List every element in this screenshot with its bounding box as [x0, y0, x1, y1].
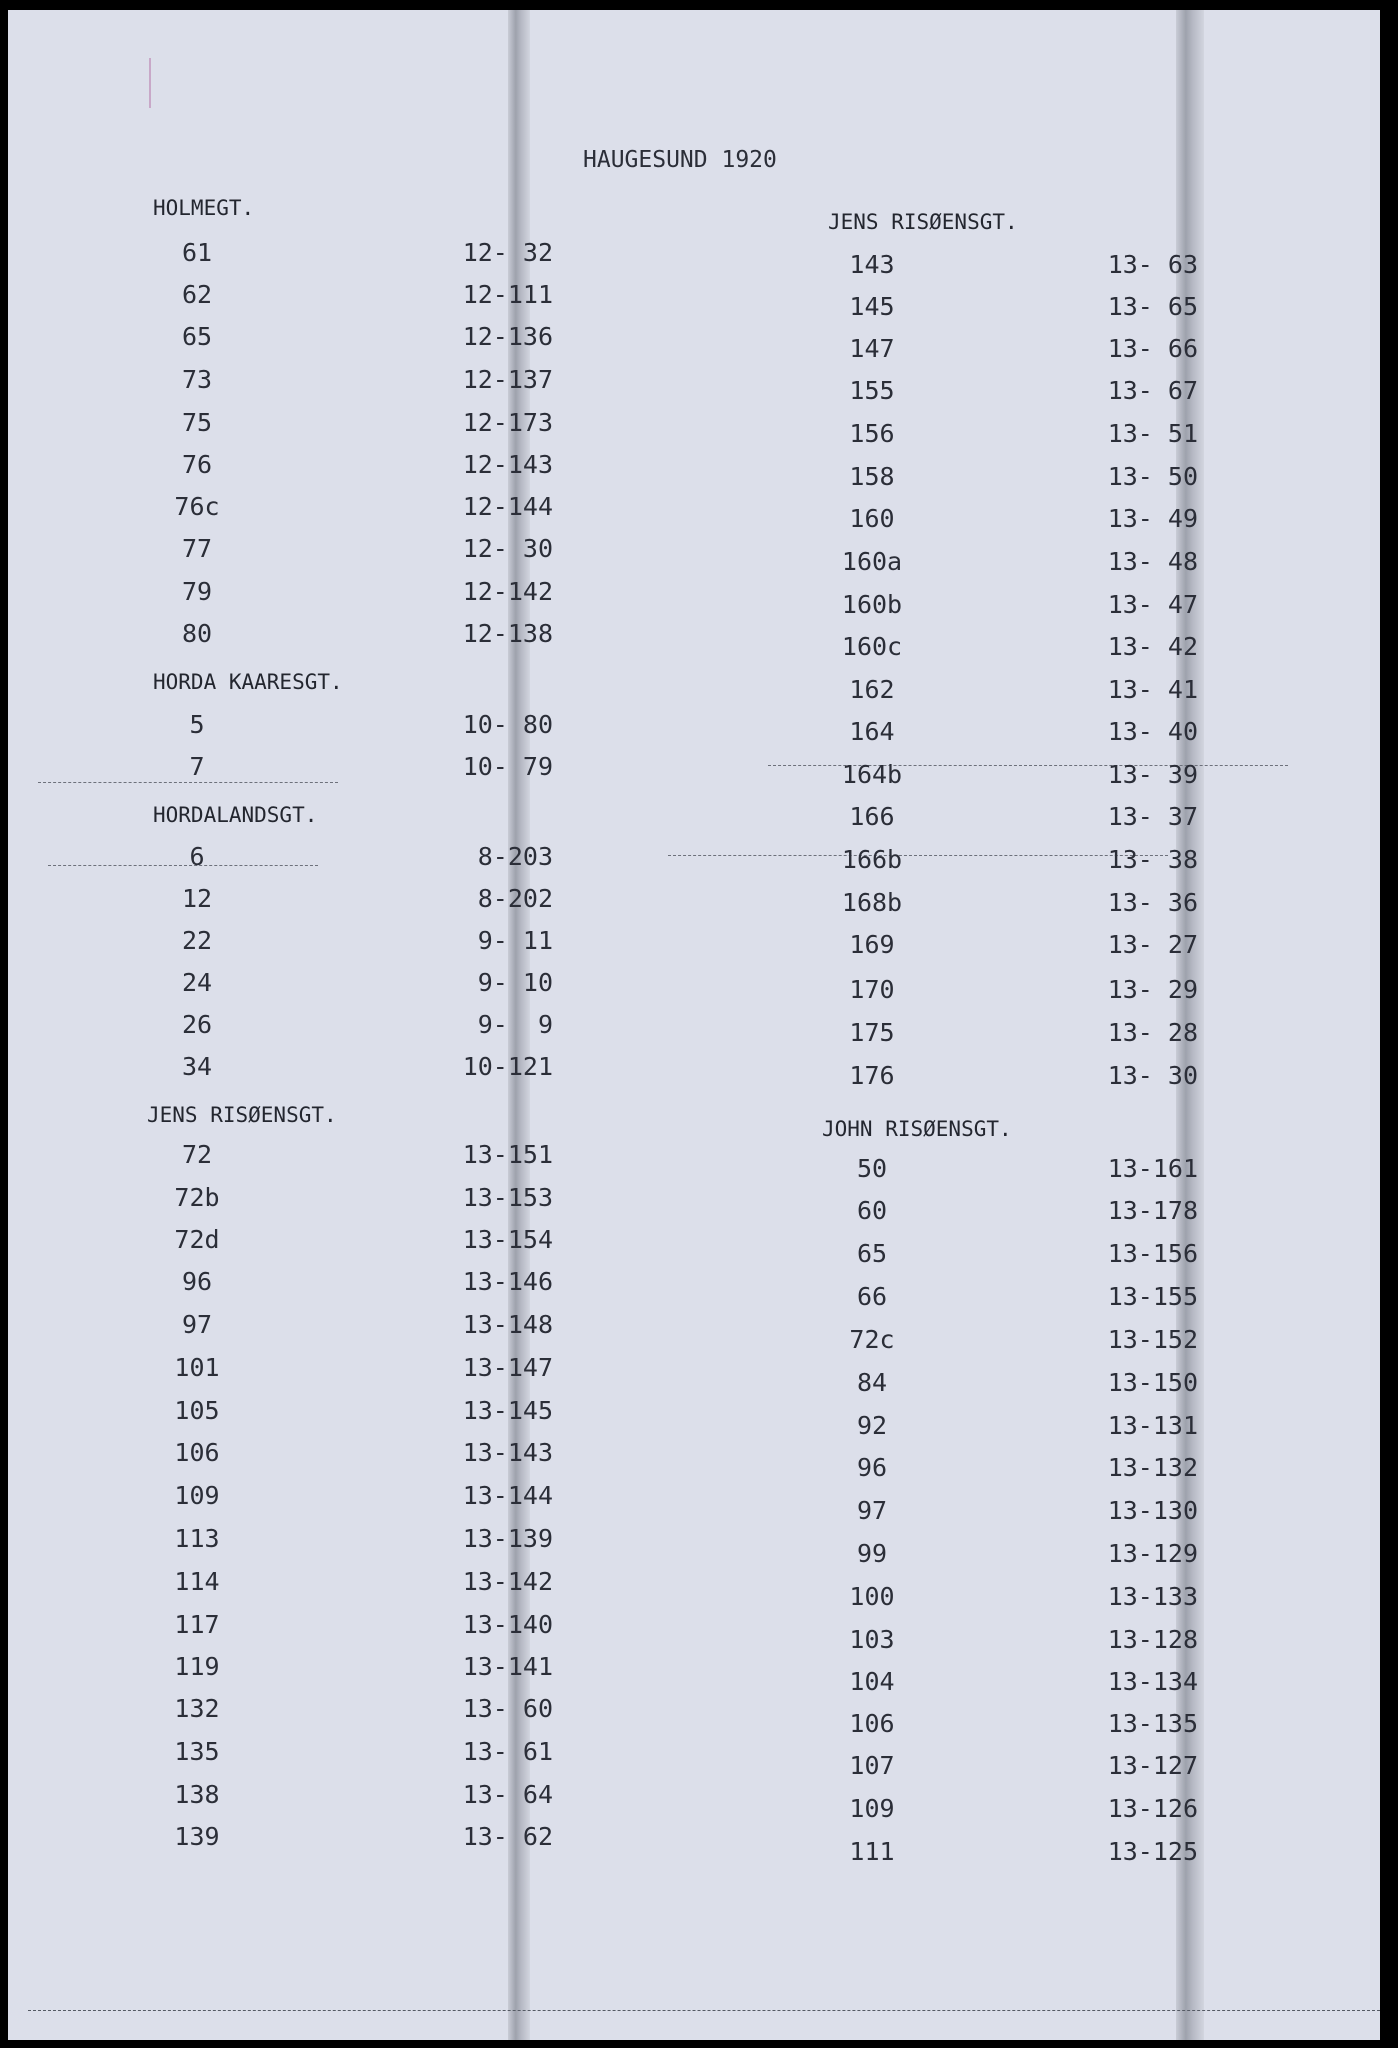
house-number: 7: [189, 752, 205, 781]
street-heading: JENS RISØENSGT.: [147, 1103, 337, 1127]
house-number: 62: [181, 280, 213, 309]
code-value: 13-150: [1107, 1368, 1198, 1397]
house-number: 65: [856, 1239, 888, 1268]
document-page: [8, 10, 1380, 2040]
house-number: 72b: [174, 1183, 220, 1212]
code-value: 13- 36: [1107, 888, 1198, 917]
house-number: 164: [849, 717, 895, 746]
house-number: 96: [181, 1267, 213, 1296]
code-value: 13- 42: [1107, 632, 1198, 661]
house-number: 75: [181, 408, 213, 437]
house-number: 72: [181, 1140, 213, 1169]
code-value: 13-139: [462, 1524, 553, 1553]
house-number: 139: [174, 1822, 220, 1851]
house-number: 5: [189, 710, 205, 739]
code-value: 13- 63: [1107, 250, 1198, 279]
house-number: 105: [174, 1396, 220, 1425]
house-number: 156: [849, 419, 895, 448]
house-number: 138: [174, 1780, 220, 1809]
street-heading: JENS RISØENSGT.: [828, 210, 1018, 234]
code-value: 12-111: [462, 280, 553, 309]
house-number: 109: [174, 1481, 220, 1510]
house-number: 24: [181, 968, 213, 997]
code-value: 10-121: [462, 1052, 553, 1081]
street-heading: HOLMEGT.: [153, 196, 255, 220]
code-value: 13-141: [462, 1652, 553, 1681]
house-number: 72c: [849, 1325, 895, 1354]
street-heading: HORDALANDSGT.: [153, 803, 318, 827]
house-number: 80: [181, 619, 213, 648]
code-value: 12- 30: [462, 534, 553, 563]
house-number: 76c: [174, 492, 220, 521]
code-value: 13- 67: [1107, 376, 1198, 405]
code-value: 13- 48: [1107, 547, 1198, 576]
code-value: 13- 62: [462, 1822, 553, 1851]
code-value: 13-135: [1107, 1709, 1198, 1738]
house-number: 114: [174, 1567, 220, 1596]
code-value: 9- 9: [477, 1010, 553, 1039]
house-number: 117: [174, 1610, 220, 1639]
code-value: 13-143: [462, 1438, 553, 1467]
code-value: 8-203: [477, 842, 553, 871]
house-number: 50: [856, 1154, 888, 1183]
house-number: 72d: [174, 1225, 220, 1254]
house-number: 170: [849, 975, 895, 1004]
code-value: 9- 10: [477, 968, 553, 997]
house-number: 100: [849, 1582, 895, 1611]
house-number: 168b: [841, 888, 903, 917]
code-value: 9- 11: [477, 926, 553, 955]
house-number: 104: [849, 1667, 895, 1696]
code-value: 13- 38: [1107, 845, 1198, 874]
code-value: 10- 80: [462, 710, 553, 739]
code-value: 13-152: [1107, 1325, 1198, 1354]
code-value: 13- 40: [1107, 717, 1198, 746]
house-number: 96: [856, 1453, 888, 1482]
bottom-rule: [28, 2010, 1380, 2011]
house-number: 119: [174, 1652, 220, 1681]
code-value: 13-133: [1107, 1582, 1198, 1611]
code-value: 13- 27: [1107, 930, 1198, 959]
house-number: 135: [174, 1737, 220, 1766]
code-value: 12- 32: [462, 238, 553, 267]
house-number: 160c: [841, 632, 903, 661]
house-number: 77: [181, 534, 213, 563]
code-value: 8-202: [477, 884, 553, 913]
house-number: 92: [856, 1411, 888, 1440]
code-value: 13- 64: [462, 1780, 553, 1809]
code-value: 13-178: [1107, 1196, 1198, 1225]
code-value: 13-161: [1107, 1154, 1198, 1183]
pen-mark: [149, 58, 151, 108]
code-value: 12-173: [462, 408, 553, 437]
code-value: 13-147: [462, 1353, 553, 1382]
code-value: 13- 65: [1107, 292, 1198, 321]
house-number: 12: [181, 884, 213, 913]
code-value: 10- 79: [462, 752, 553, 781]
code-value: 13- 50: [1107, 462, 1198, 491]
code-value: 12-144: [462, 492, 553, 521]
code-value: 13-155: [1107, 1282, 1198, 1311]
code-value: 13- 61: [462, 1737, 553, 1766]
house-number: 101: [174, 1353, 220, 1382]
code-value: 13-126: [1107, 1794, 1198, 1823]
house-number: 60: [856, 1196, 888, 1225]
house-number: 113: [174, 1524, 220, 1553]
house-number: 66: [856, 1282, 888, 1311]
code-value: 13- 37: [1107, 802, 1198, 831]
house-number: 22: [181, 926, 213, 955]
code-value: 13- 29: [1107, 975, 1198, 1004]
house-number: 73: [181, 365, 213, 394]
code-value: 13- 28: [1107, 1018, 1198, 1047]
house-number: 160: [849, 504, 895, 533]
house-number: 166b: [841, 845, 903, 874]
code-value: 13-134: [1107, 1667, 1198, 1696]
house-number: 34: [181, 1052, 213, 1081]
house-number: 176: [849, 1061, 895, 1090]
code-value: 13- 60: [462, 1694, 553, 1723]
code-value: 13- 51: [1107, 419, 1198, 448]
house-number: 160b: [841, 590, 903, 619]
street-heading: HORDA KAARESGT.: [153, 670, 343, 694]
street-heading: JOHN RISØENSGT.: [822, 1117, 1012, 1141]
house-number: 106: [849, 1709, 895, 1738]
dashed-line: [38, 782, 338, 783]
house-number: 65: [181, 322, 213, 351]
house-number: 166: [849, 802, 895, 831]
code-value: 13-154: [462, 1225, 553, 1254]
house-number: 99: [856, 1539, 888, 1568]
code-value: 13-127: [1107, 1751, 1198, 1780]
code-value: 13-142: [462, 1567, 553, 1596]
house-number: 175: [849, 1018, 895, 1047]
house-number: 111: [849, 1837, 895, 1866]
code-value: 13-128: [1107, 1625, 1198, 1654]
code-value: 12-142: [462, 577, 553, 606]
code-value: 13- 49: [1107, 504, 1198, 533]
code-value: 12-137: [462, 365, 553, 394]
code-value: 13-146: [462, 1267, 553, 1296]
code-value: 13-132: [1107, 1453, 1198, 1482]
house-number: 61: [181, 238, 213, 267]
house-number: 26: [181, 1010, 213, 1039]
code-value: 13- 41: [1107, 675, 1198, 704]
house-number: 158: [849, 462, 895, 491]
code-value: 12-143: [462, 450, 553, 479]
code-value: 12-138: [462, 619, 553, 648]
code-value: 13-125: [1107, 1837, 1198, 1866]
code-value: 13-156: [1107, 1239, 1198, 1268]
code-value: 13-145: [462, 1396, 553, 1425]
house-number: 97: [181, 1310, 213, 1339]
house-number: 109: [849, 1794, 895, 1823]
code-value: 13-153: [462, 1183, 553, 1212]
code-value: 13-144: [462, 1481, 553, 1510]
house-number: 155: [849, 376, 895, 405]
code-value: 13-129: [1107, 1539, 1198, 1568]
house-number: 6: [189, 842, 205, 871]
house-number: 103: [849, 1625, 895, 1654]
page-title: HAUGESUND 1920: [583, 147, 777, 173]
code-value: 12-136: [462, 322, 553, 351]
house-number: 107: [849, 1751, 895, 1780]
house-number: 160a: [841, 547, 903, 576]
house-number: 84: [856, 1368, 888, 1397]
house-number: 162: [849, 675, 895, 704]
code-value: 13-151: [462, 1140, 553, 1169]
house-number: 106: [174, 1438, 220, 1467]
house-number: 169: [849, 930, 895, 959]
house-number: 164b: [841, 760, 903, 789]
house-number: 76: [181, 450, 213, 479]
code-value: 13- 66: [1107, 334, 1198, 363]
code-value: 13-140: [462, 1610, 553, 1639]
house-number: 79: [181, 577, 213, 606]
house-number: 143: [849, 250, 895, 279]
house-number: 145: [849, 292, 895, 321]
house-number: 97: [856, 1496, 888, 1525]
code-value: 13-148: [462, 1310, 553, 1339]
code-value: 13- 47: [1107, 590, 1198, 619]
house-number: 132: [174, 1694, 220, 1723]
house-number: 147: [849, 334, 895, 363]
code-value: 13-131: [1107, 1411, 1198, 1440]
code-value: 13- 39: [1107, 760, 1198, 789]
code-value: 13- 30: [1107, 1061, 1198, 1090]
code-value: 13-130: [1107, 1496, 1198, 1525]
